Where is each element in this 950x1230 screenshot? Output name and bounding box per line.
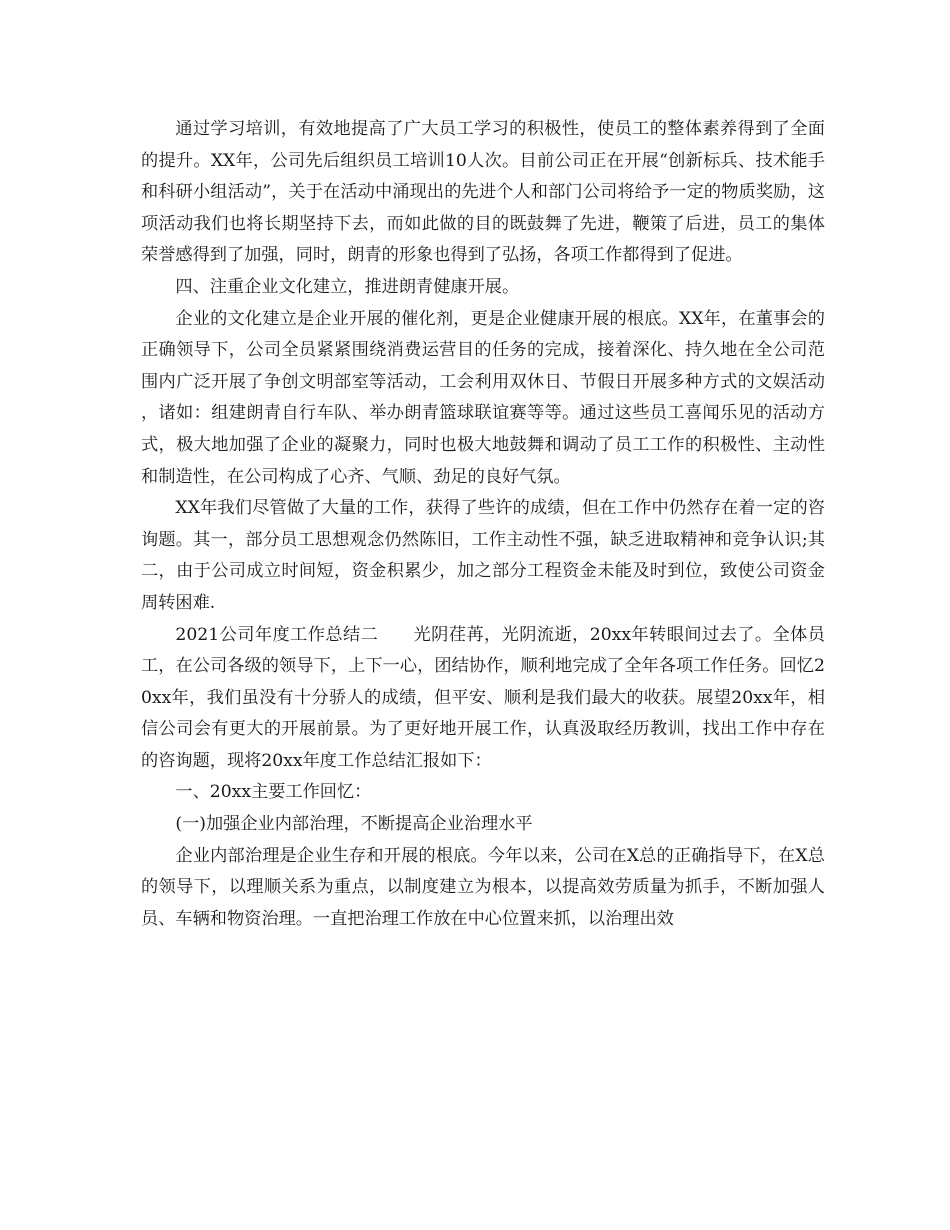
section-heading-culture: 四、注重企业文化建立，推进朗青健康开展。: [175, 276, 520, 297]
paragraph-problems: XX年我们尽管做了大量的工作，获得了些许的成绩，但在工作中仍然存在着一定的咨询题。其一，部分员工思想观念仍然陈旧，工作主动性不强，缺乏进取精神和竞争认识;其二，由于公司成立时间短，资金积累少，加之部分工程资金未能及时到位，致使公司资金周转困难.: [141, 498, 825, 613]
paragraph-training: 通过学习培训，有效地提高了广大员工学习的积极性，使员工的整体素养得到了全面的提升。XX年，公司先后组织员工培训10人次。目前公司正在开展“创新标兵、技术能手和科研小组活动”，关于在活动中涌现出的先进个人和部门公司将给予一定的物质奖励，这项活动我们也将长期坚持下去，而如此做的目的既鼓舞了先进，鞭策了后进，员工的集体荣誉感得到了加强，同时，朗青的形象也得到了弘扬，各项工作都得到了促进。: [141, 119, 825, 266]
document-body: [141, 114, 825, 935]
subsection-heading-management: (一)加强企业内部治理，不断提高企业治理水平: [175, 814, 533, 835]
paragraph-summary-two: 2021公司年度工作总结二 光阴荏苒，光阴流逝，20xx年转眼间过去了。全体员工，在公司各级的领导下，上下一心，团结协作，顺利地完成了全年各项工作任务。回忆20xx年，我们虽没有十分骄人的成绩，但平安、顺利是我们最大的收获。展望20xx年，相信公司会有更大的开展前景。为了更好地开展工作，认真汲取经历教训，找出工作中存在的咨询题，现将20xx年度工作总结汇报如下：: [141, 624, 825, 771]
paragraph-culture: 企业的文化建立是企业开展的催化剂，更是企业健康开展的根底。XX年，在董事会的正确领导下，公司全员紧紧围绕消费运营目的任务的完成，接着深化、持久地在全公司范围内广泛开展了争创文明部室等活动，工会利用双休日、节假日开展多种方式的文娱活动，诸如：组建朗青自行车队、举办朗青篮球联谊赛等等。通过这些员工喜闻乐见的活动方式，极大地加强了企业的凝聚力，同时也极大地鼓舞和调动了员工工作的积极性、主动性和制造性，在公司构成了心齐、气顺、劲足的良好气氛。: [141, 308, 825, 487]
section-heading-review: 一、20xx主要工作回忆：: [175, 782, 372, 803]
paragraph-management: 企业内部治理是企业生存和开展的根底。今年以来，公司在X总的正确指导下，在X总的领导下，以理顺关系为重点，以制度建立为根本，以提高效劳质量为抓手，不断加强人员、车辆和物资治理。一直把治理工作放在中心位置来抓，以治理出效: [141, 845, 825, 929]
